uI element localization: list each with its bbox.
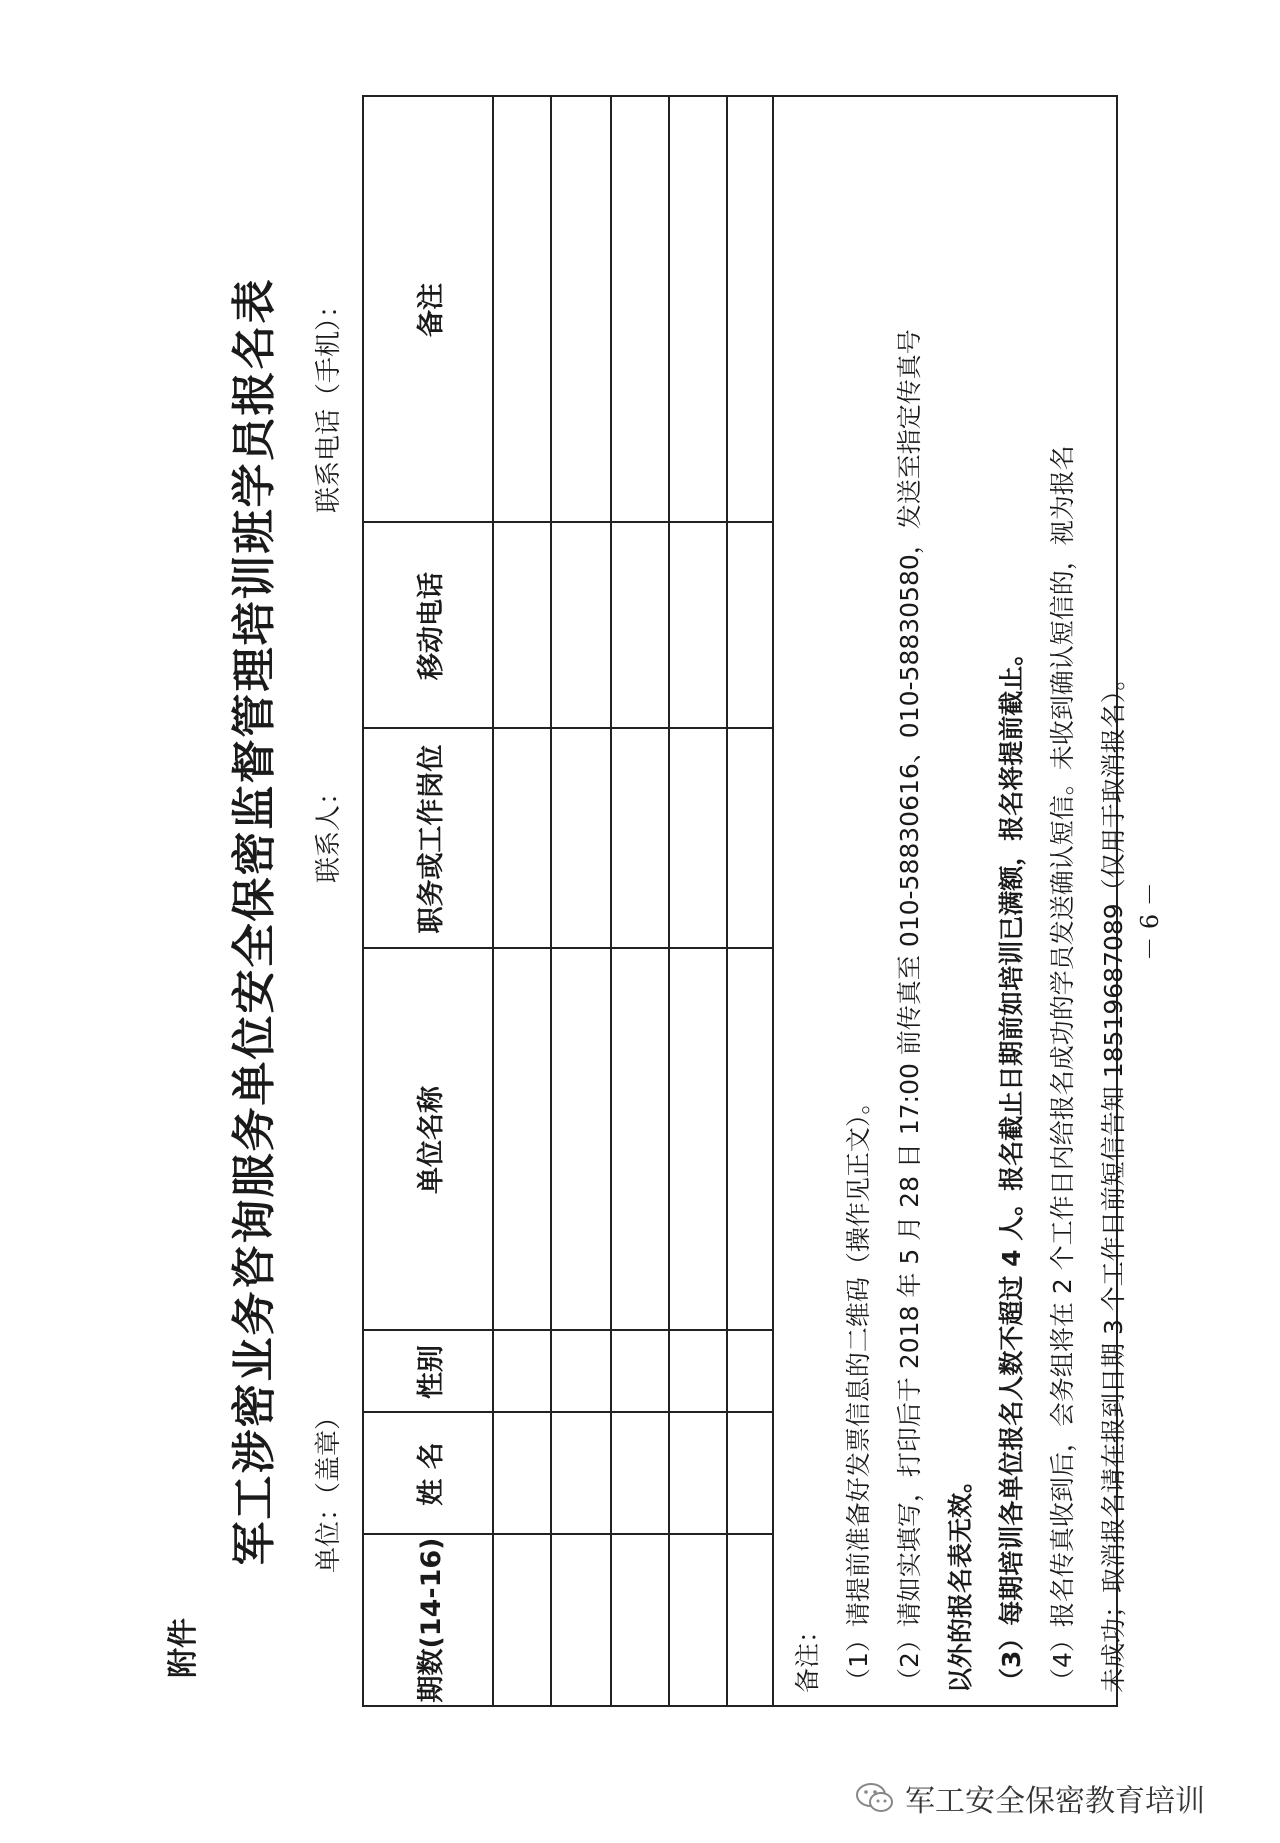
page-number: － 6 －: [1136, 882, 1164, 961]
wechat-logo-icon: [855, 1781, 895, 1815]
table-row[interactable]: [728, 97, 772, 1705]
remarks-line: 以外的报名表无效。: [946, 1467, 975, 1693]
remarks-section: [772, 95, 1139, 1707]
header-name: 姓 名: [415, 1442, 447, 1506]
header-unit-name: 单位名称: [415, 1086, 447, 1194]
table-row[interactable]: [612, 97, 668, 1705]
table-row[interactable]: [552, 97, 610, 1705]
header-position: 职务或工作岗位: [415, 744, 447, 934]
form-title: 军工涉密业务咨询服务单位安全保密监督管理培训班学员报名表: [229, 277, 280, 1566]
remarks-line: （3）每期培训各单位报名人数不超过 4 人。报名截止日期前如培训已满额，报名将提前截止。: [997, 640, 1026, 1693]
table-row[interactable]: [670, 97, 726, 1705]
header-remarks: 备注: [415, 283, 447, 337]
table-row[interactable]: [494, 97, 550, 1705]
header-period: 期数(14-16): [415, 1537, 447, 1703]
wechat-watermark: [855, 1776, 1205, 1820]
remarks-line: （4）报名传真收到后，会务组将在 2 个工作日内给报名成功的学员发送确认短信。未收到确认短信的，视为报名: [1048, 445, 1077, 1693]
remarks-line: （2）请如实填写，打印后于 2018 年 5 月 28 日 17:00 前传真至 010-58830616、010-58830580，发送至指定传真号: [895, 329, 924, 1693]
header-mobile: 移动电话: [415, 572, 447, 680]
attachment-label: 附件: [166, 1618, 201, 1678]
contact-phone-label: 联系电话（手机）：: [314, 291, 344, 513]
header-gender: 性别: [415, 1345, 447, 1399]
remarks-label: 备注：: [793, 1617, 822, 1693]
contact-person-label: 联系人：: [314, 778, 344, 883]
watermark-text: 军工安全保密教育培训: [905, 1784, 1205, 1819]
unit-field-label: 单位：（盖章）: [314, 1403, 344, 1573]
remarks-line: （1）请提前准备好发票信息的二维码（操作见正文）。: [844, 1089, 873, 1693]
remarks-line: 未成功；取消报名请在报到日期 3 个工作日前短信告知 18519687089（仅用于取消报名）。: [1099, 665, 1128, 1693]
